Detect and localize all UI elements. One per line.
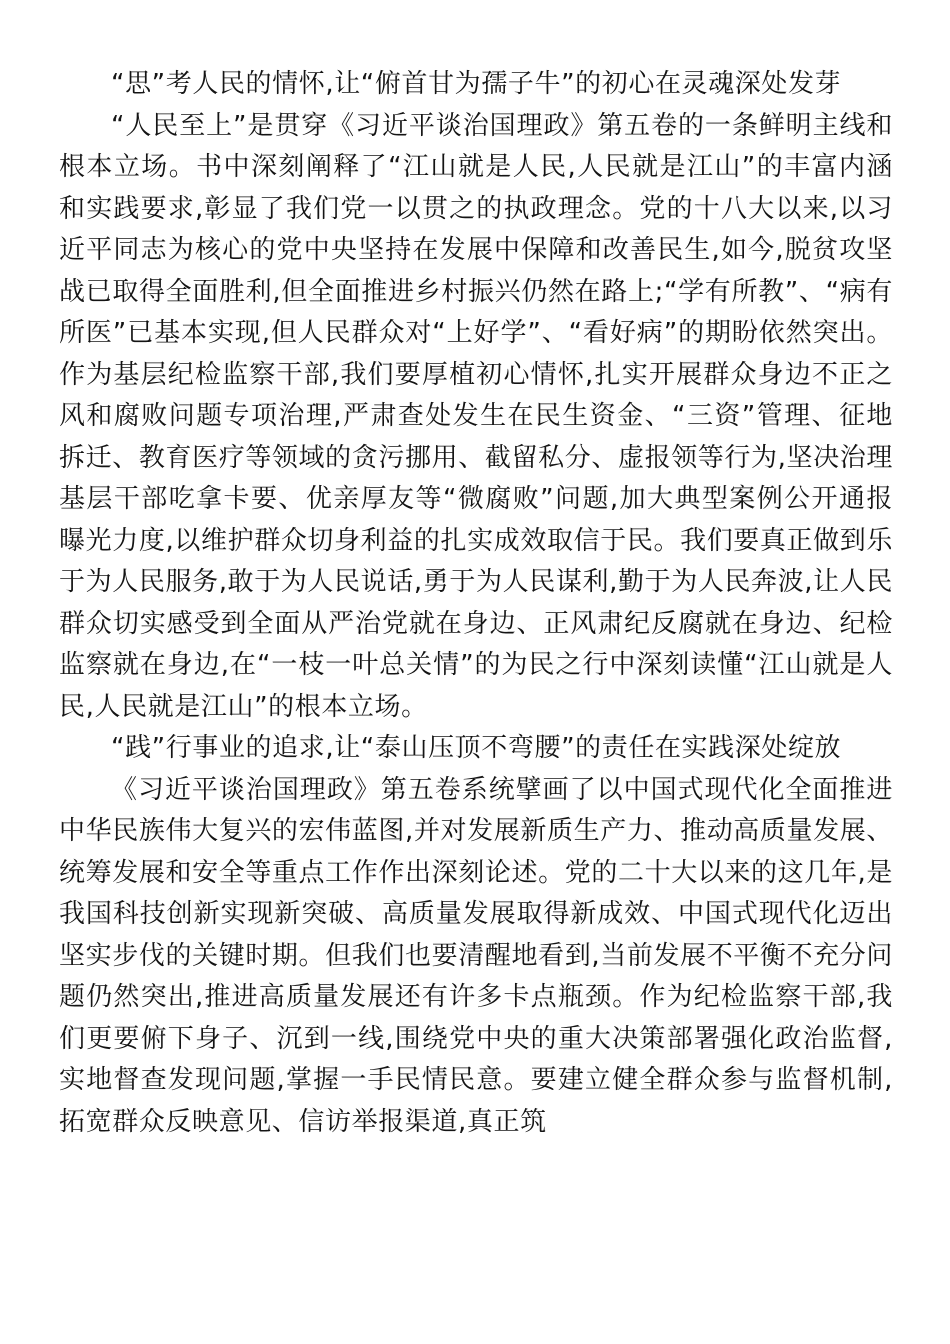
document-body [59, 64, 893, 1143]
body-paragraph-1: “人民至上”是贯穿《习近平谈治国理政》第五卷的一条鲜明主线和根本立场。书中深刻阐释了“江山就是人民,人民就是江山”的丰富内涵和实践要求,彰显了我们党一以贯之的执政理念。党的十八大以来,以习近平同志为核心的党中央坚持在发展中保障和改善民生,如今,脱贫攻坚战已取得全面胜利,但全面推进乡村振兴仍然在路上;“学有所教”、“病有所医”已基本实现,但人民群众对“上好学”、“看好病”的期盼依然突出。作为基层纪检监察干部,我们要厚植初心情怀,扎实开展群众身边不正之风和腐败问题专项治理,严肃查处发生在民生资金、“三资”管理、征地拆迁、教育医疗等领域的贪污挪用、截留私分、虚报领等行为,坚决治理基层干部吃拿卡要、优亲厚友等“微腐败”问题,加大典型案例公开通报曝光力度,以维护群众切身利益的扎实成效取信于民。我们要真正做到乐于为人民服务,敢于为人民说话,勇于为人民谋利,勤于为人民奔波,让人民群众切实感受到全面从严治党就在身边、正风肃纪反腐就在身边、纪检监察就在身边,在“一枝一叶总关情”的为民之行中深刻读懂“江山就是人民,人民就是江山”的根本立场。 [59, 110, 893, 722]
section-heading-1: “思”考人民的情怀,让“俯首甘为孺子牛”的初心在灵魂深处发芽 [111, 69, 842, 99]
body-paragraph-2: 《习近平谈治国理政》第五卷系统擘画了以中国式现代化全面推进中华民族伟大复兴的宏伟蓝图,并对发展新质生产力、推动高质量发展、统筹发展和安全等重点工作作出深刻论述。党的二十大以来的这几年,是我国科技创新实现新突破、高质量发展取得新成效、中国式现代化迈出坚实步伐的关键时期。但我们也要清醒地看到,当前发展不平衡不充分问题仍然突出,推进高质量发展还有许多卡点瓶颈。作为纪检监察干部,我们更要俯下身子、沉到一线,围绕党中央的重大决策部署强化政治监督,实地督查发现问题,掌握一手民情民意。要建立健全群众参与监督机制,拓宽群众反映意见、信访举报渠道,真正筑 [59, 774, 893, 1137]
section-heading-2: “践”行事业的追求,让“泰山压顶不弯腰”的责任在实践深处绽放 [111, 733, 842, 763]
